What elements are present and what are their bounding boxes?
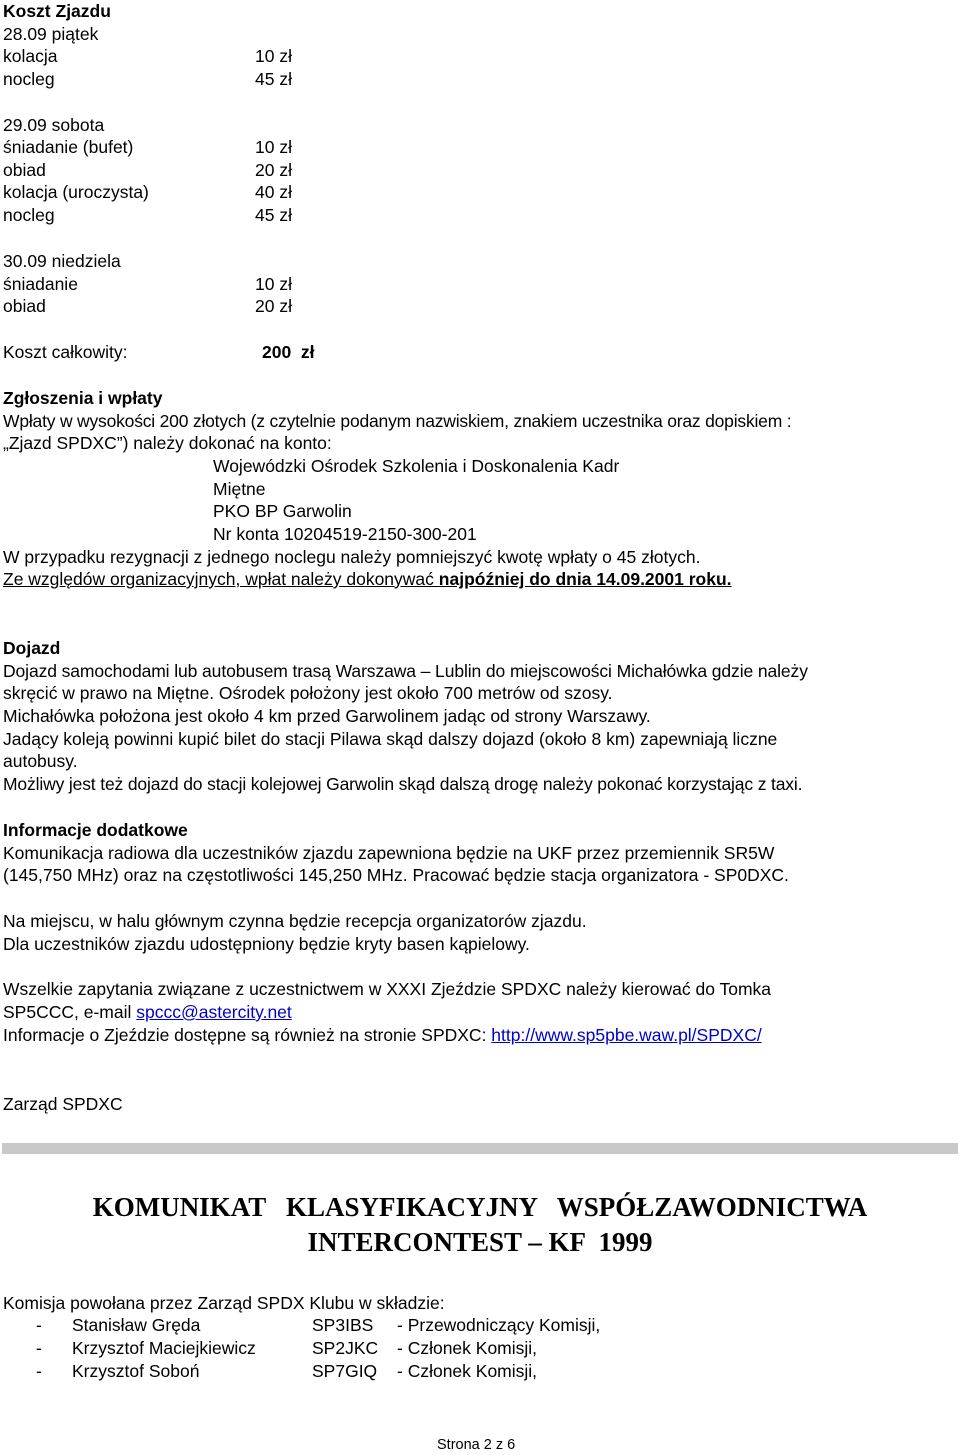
web-link[interactable]: http://www.sp5pbe.waw.pl/SPDXC/ — [491, 1025, 762, 1045]
member-name: Stanisław Gręda — [72, 1315, 201, 1335]
member-name: Krzysztof Soboń — [72, 1361, 200, 1381]
cost-item-price: 10 zł — [255, 137, 292, 157]
cost-item-name: nocleg — [3, 205, 55, 225]
travel-line: Jadący koleją powinni kupić bilet do stacji Pilawa skąd dalszy dojazd (około 8 km) zapewniają liczne — [3, 729, 778, 749]
info-line: Komunikacja radiowa dla uczestników zjazdu zapewniona będzie na UKF przez przemiennik SR5W — [3, 843, 775, 863]
communique-subtitle: INTERCONTEST – KF 1999 — [307, 1227, 653, 1257]
info-line: Na miejscu, w halu głównym czynna będzie recepcja organizatorów zjazdu. — [3, 911, 587, 931]
member-name: Krzysztof Maciejkiewicz — [72, 1338, 256, 1358]
total-label: Koszt całkowity: — [3, 342, 128, 362]
member-dash: - — [36, 1315, 42, 1335]
payments-deadline — [3, 568, 732, 591]
web-prefix: Informacje o Zjeździe dostępne są również na stronie SPDXC: — [3, 1025, 492, 1045]
signature: Zarząd SPDXC — [3, 1094, 123, 1114]
cost-item-name: śniadanie (bufet) — [3, 137, 134, 157]
member-dash: - — [36, 1338, 42, 1358]
member-dash: - — [36, 1361, 42, 1381]
info-heading: Informacje dodatkowe — [3, 820, 188, 840]
account-line: PKO BP Garwolin — [213, 501, 352, 521]
account-line: Wojewódzki Ośrodek Szkolenia i Doskonalenia Kadr — [213, 456, 620, 476]
payments-line: „Zjazd SPDXC”) należy dokonać na konto: — [3, 433, 332, 453]
account-line: Miętne — [213, 479, 266, 499]
cost-item-price: 10 zł — [255, 274, 292, 294]
cost-item-name: obiad — [3, 160, 46, 180]
cost-item-price: 45 zł — [255, 69, 292, 89]
info-line: Dla uczestników zjazdu udostępniony będzie kryty basen kąpielowy. — [3, 934, 530, 954]
cost-item-name: obiad — [3, 296, 46, 316]
email-prefix: SP5CCC, e-mail — [3, 1002, 137, 1022]
payments-line: Wpłaty w wysokości 200 złotych (z czytelnie podanym nazwiskiem, znakiem uczestnika oraz dopiskiem : — [3, 411, 792, 431]
commission-intro: Komisja powołana przez Zarząd SPDX Klubu w składzie: — [3, 1293, 445, 1313]
page-number: Strona 2 z 6 — [437, 1437, 516, 1453]
travel-heading: Dojazd — [3, 638, 61, 658]
account-number: Nr konta 10204519-2150-300-201 — [213, 524, 477, 544]
member-call: SP2JKC — [312, 1338, 379, 1358]
cost-item-price: 10 zł — [255, 46, 292, 66]
day-date: 28.09 piątek — [3, 24, 99, 44]
cost-item-name: kolacja — [3, 46, 58, 66]
member-call: SP7GIQ — [312, 1361, 378, 1381]
travel-line: Michałówka położona jest około 4 km przed Garwolinem jadąc od strony Warszawy. — [3, 706, 651, 726]
travel-line: autobusy. — [3, 751, 78, 771]
payments-heading: Zgłoszenia i wpłaty — [3, 388, 163, 408]
cost-item-name: nocleg — [3, 69, 55, 89]
travel-line: skręcić w prawo na Miętne. Ośrodek położony jest około 700 metrów od szosy. — [3, 683, 613, 703]
email-link[interactable]: spccc@astercity.net — [136, 1002, 292, 1022]
member-role: - Przewodniczący Komisji, — [397, 1315, 601, 1335]
member-call: SP3IBS — [312, 1315, 374, 1335]
web-line — [3, 1024, 762, 1047]
cost-item-price: 20 zł — [255, 160, 292, 180]
info-line: (145,750 MHz) oraz na częstotliwości 145,250 MHz. Pracować będzie stacja organizatora - SP0DXC. — [3, 865, 789, 885]
cost-item-price: 40 zł — [255, 182, 292, 202]
divider — [2, 1143, 958, 1154]
day-date: 30.09 niedziela — [3, 251, 121, 271]
travel-line: Możliwy jest też dojazd do stacji kolejowej Garwolin skąd dalszą drogę należy pokonać korzystając z taxi. — [3, 774, 803, 794]
member-role: - Członek Komisji, — [397, 1361, 538, 1381]
member-role: - Członek Komisji, — [397, 1338, 538, 1358]
payments-line: W przypadku rezygnacji z jednego noclegu należy pomniejszyć kwotę wpłaty o 45 złotych. — [3, 547, 701, 567]
cost-item-name: śniadanie — [3, 274, 78, 294]
day-date: 29.09 sobota — [3, 115, 105, 135]
deadline-end: . — [726, 569, 732, 589]
cost-item-price: 20 zł — [255, 296, 292, 316]
info-line: Wszelkie zapytania związane z uczestnictwem w XXXI Zjeździe SPDXC należy kierować do Tomka — [3, 979, 772, 999]
communique-title: KOMUNIKAT KLASYFIKACYJNY WSPÓŁZAWODNICTWA — [92, 1192, 868, 1222]
deadline-text: Ze względów organizacyjnych, wpłat należy dokonywać — [3, 569, 439, 589]
cost-item-name: kolacja (uroczysta) — [3, 182, 149, 202]
cost-title: Koszt Zjazdu — [3, 1, 111, 21]
deadline-date: najpóźniej do dnia 14.09.2001 roku — [438, 569, 727, 589]
total-value: 200 zł — [262, 342, 315, 362]
email-line — [3, 1001, 292, 1024]
travel-line: Dojazd samochodami lub autobusem trasą Warszawa – Lublin do miejscowości Michałówka gdzie należy — [3, 661, 808, 681]
cost-item-price: 45 zł — [255, 205, 292, 225]
